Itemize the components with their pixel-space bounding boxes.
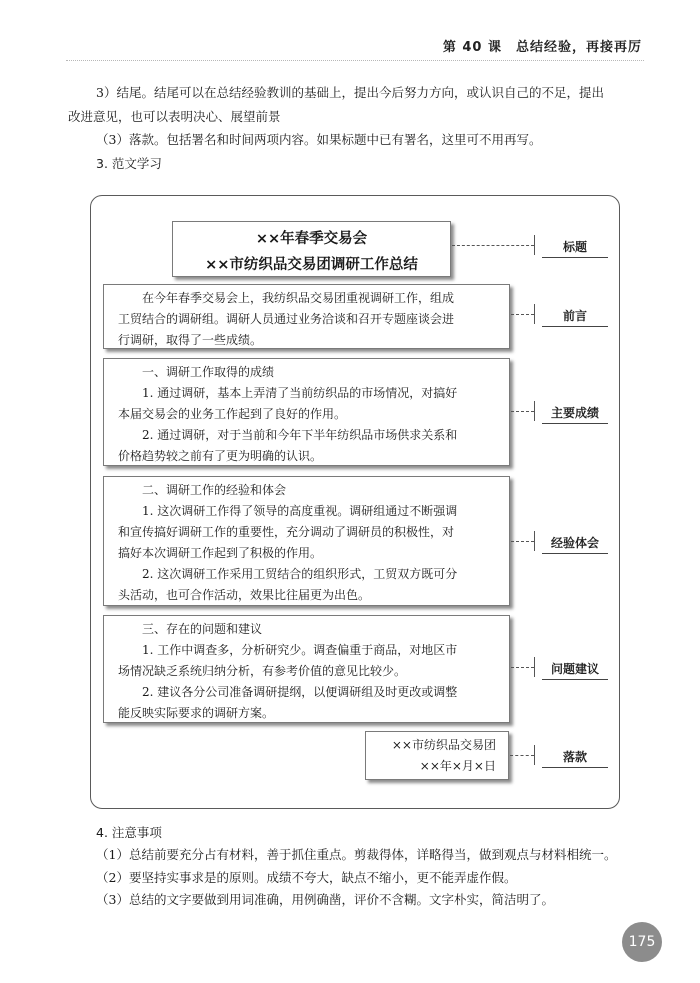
- page-number: 175: [622, 922, 662, 962]
- paragraph-ending-line1: 3）结尾。结尾可以在总结经验教训的基础上，提出今后努力方向，或认识自己的不足，提出: [96, 85, 604, 100]
- preface-line: 行调研，取得了一些成绩。: [118, 333, 263, 347]
- sample-preface-box: [103, 284, 510, 349]
- tag-signature: 落款: [562, 750, 587, 764]
- connector-tick: [534, 745, 535, 765]
- header-divider: [66, 60, 644, 61]
- problems-line: 场情况缺乏系统归纳分析，有参考价值的意见比较少。: [118, 664, 407, 678]
- connector-tick: [534, 401, 535, 421]
- sample-achievements-box: [103, 358, 510, 466]
- connector-title: [452, 245, 534, 246]
- tag-underline: [542, 553, 608, 554]
- achievements-line: 价格趋势较之前有了更为明确的认识。: [118, 449, 323, 463]
- chapter-header: 第 40 课 总结经验，再接再厉: [442, 40, 642, 55]
- connector-signature: [510, 755, 534, 756]
- experience-line: 1. 这次调研工作得了领导的高度重视。调研组通过不断强调: [142, 504, 458, 518]
- connector-achievements: [511, 411, 534, 412]
- signature-org: ××市纺织品交易团: [391, 738, 496, 752]
- tag-underline: [542, 257, 608, 258]
- tag-title: 标题: [562, 240, 587, 254]
- connector-tick: [534, 657, 535, 677]
- note-item: （2）要坚持实事求是的原则。成绩不夸大，缺点不缩小，更不能弄虚作假。: [96, 870, 517, 885]
- connector-tick: [534, 304, 535, 324]
- tag-underline: [542, 326, 608, 327]
- section-heading-sample: 3. 范文学习: [96, 156, 162, 171]
- sample-signature-box: [365, 731, 509, 780]
- achievements-line: 1. 通过调研，基本上弄清了当前纺织品的市场情况，对搞好: [142, 386, 458, 400]
- connector-problems: [511, 667, 534, 668]
- note-item: （3）总结的文字要做到用词准确，用例确凿，评价不含糊。文字朴实，简洁明了。: [96, 892, 554, 907]
- connector-tick: [534, 235, 535, 255]
- tag-problems: 问题建议: [550, 662, 599, 676]
- experience-line: 和宣传搞好调研工作的重要性，充分调动了调研员的积极性，对: [118, 525, 455, 539]
- sample-title-box: [172, 221, 451, 277]
- tag-underline: [542, 767, 608, 768]
- section-heading-notes: 4. 注意事项: [96, 825, 162, 840]
- problems-line: 2. 建议各分公司准备调研提纲，以便调研组及时更改或调整: [142, 685, 458, 699]
- experience-heading: 二、调研工作的经验和体会: [142, 483, 287, 497]
- tag-underline: [542, 679, 608, 680]
- preface-line: 在今年春季交易会上，我纺织品交易团重视调研工作，组成: [142, 291, 455, 305]
- sample-problems-box: [103, 615, 510, 723]
- achievements-line: 2. 通过调研，对于当前和今年下半年纺织品市场供求关系和: [142, 428, 458, 442]
- experience-line: 2. 这次调研工作采用工贸结合的组织形式，工贸双方既可分: [142, 567, 458, 581]
- connector-preface: [511, 314, 534, 315]
- sample-experience-box: [103, 476, 510, 606]
- paragraph-ending-line2: 改进意见，也可以表明决心、展望前景: [68, 109, 281, 124]
- paragraph-signature: （3）落款。包括署名和时间两项内容。如果标题中已有署名，这里可不用再写。: [96, 132, 542, 147]
- tag-preface: 前言: [562, 309, 587, 323]
- experience-line: 头活动，也可合作活动，效果比往届更为出色。: [118, 588, 371, 602]
- problems-heading: 三、存在的问题和建议: [142, 622, 263, 636]
- experience-line: 搞好本次调研工作起到了积极的作用。: [118, 546, 323, 560]
- tag-achievements: 主要成绩: [550, 406, 599, 420]
- connector-tick: [534, 531, 535, 551]
- sample-title-line2: ××市纺织品交易团调研工作总结: [205, 257, 418, 273]
- sample-title-line1: ××年春季交易会: [255, 231, 368, 247]
- achievements-line: 本届交易会的业务工作起到了良好的作用。: [118, 407, 347, 421]
- problems-line: 1. 工作中调查多，分析研究少。调查偏重于商品，对地区市: [142, 643, 458, 657]
- preface-line: 工贸结合的调研组。调研人员通过业务洽谈和召开专题座谈会进: [118, 312, 455, 326]
- problems-line: 能反映实际要求的调研方案。: [118, 706, 275, 720]
- connector-experience: [511, 541, 534, 542]
- note-item: （1）总结前要充分占有材料，善于抓住重点。剪裁得体，详略得当，做到观点与材料相统一。: [96, 847, 617, 862]
- signature-date: ××年×月×日: [419, 759, 496, 773]
- tag-experience: 经验体会: [550, 536, 599, 550]
- tag-underline: [542, 423, 608, 424]
- achievements-heading: 一、调研工作取得的成绩: [142, 365, 275, 379]
